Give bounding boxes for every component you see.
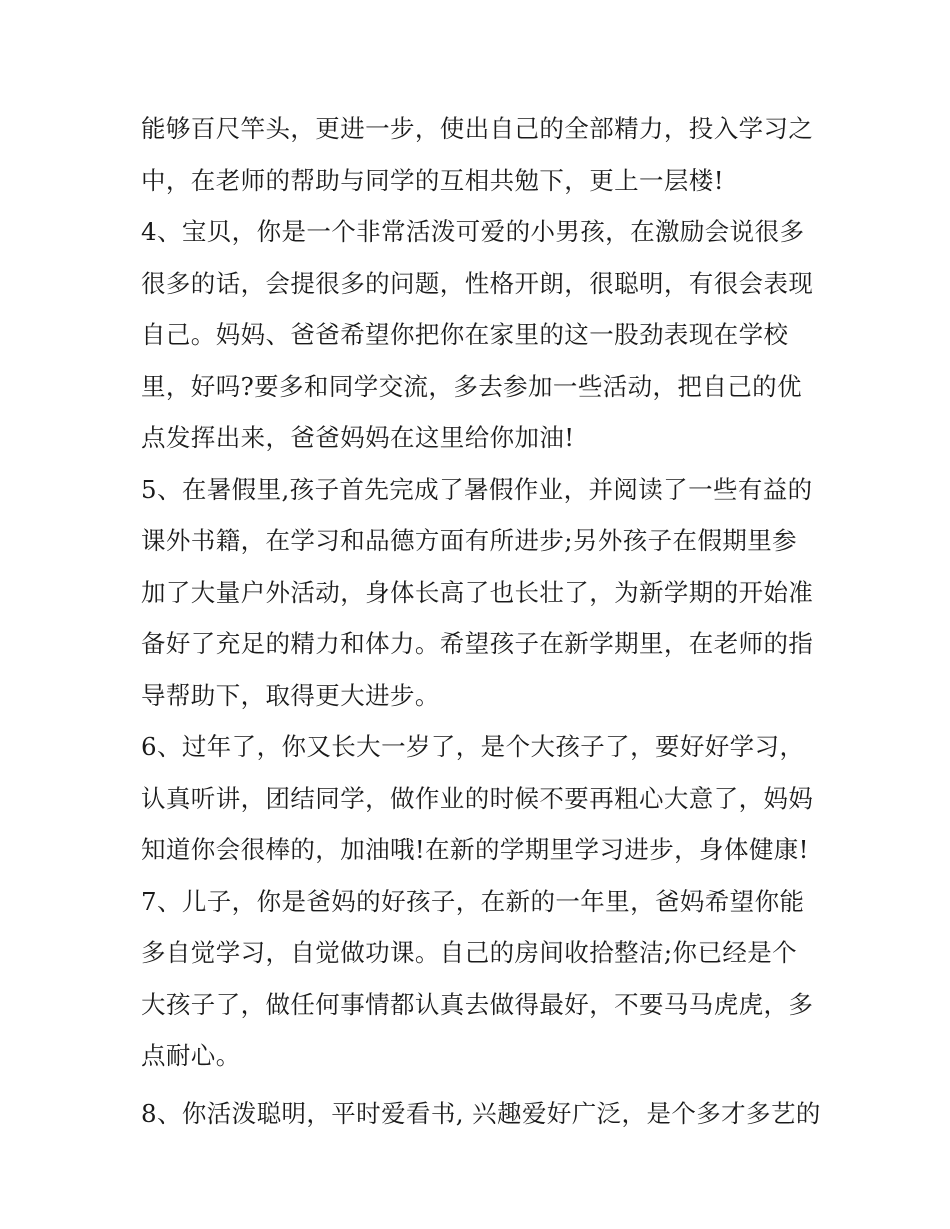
text-line: 多自觉学习，自觉做功课。自己的房间收拾整洁;你已经是个 bbox=[141, 938, 798, 967]
text-line: 中，在老师的帮助与同学的互相共勉下，更上一层楼! bbox=[141, 165, 724, 195]
text-line: 点耐心。 bbox=[141, 1041, 241, 1070]
text-line: 7、儿子，你是爸妈的好孩子，在新的一年里，爸妈希望你能 bbox=[141, 886, 805, 916]
text-line: 自己。妈妈、爸爸希望你把你在家里的这一股劲表现在学校 bbox=[141, 320, 789, 349]
text-line: 大孩子了，做任何事情都认真去做得最好，不要马马虎虎，多 bbox=[141, 989, 814, 1019]
text-line: 认真听讲，团结同学，做作业的时候不要再粗心大意了，妈妈 bbox=[141, 783, 814, 813]
text-line: 加了大量户外活动，身体长高了也长壮了，为新学期的开始准 bbox=[141, 577, 814, 607]
text-line: 6、过年了，你又长大一岁了，是个大孩子了，要好好学习， bbox=[141, 732, 805, 761]
text-line: 知道你会很棒的，加油哦!在新的学期里学习进步，身体健康! bbox=[141, 835, 809, 864]
text-line: 点发挥出来，爸爸妈妈在这里给你加油! bbox=[141, 423, 575, 452]
body-text bbox=[141, 103, 821, 1139]
text-line: 8、你活泼聪明，平时爱看书, 兴趣爱好广泛，是个多才多艺的 bbox=[141, 1098, 821, 1128]
text-line: 里，好吗?要多和同学交流，多去参加一些活动，把自己的优 bbox=[141, 371, 802, 401]
text-line: 备好了充足的精力和体力。希望孩子在新学期里，在老师的指 bbox=[141, 629, 814, 658]
text-line: 课外书籍，在学习和品德方面有所进步;另外孩子在假期里参 bbox=[141, 526, 798, 555]
text-line: 能够百尺竿头，更进一步，使出自己的全部精力，投入学习之 bbox=[141, 114, 814, 143]
text-line: 很多的话，会提很多的问题，性格开朗，很聪明，有很会表现 bbox=[141, 268, 814, 298]
text-line: 导帮助下，取得更大进步。 bbox=[141, 680, 440, 710]
text-line: 4、宝贝，你是一个非常活泼可爱的小男孩，在激励会说很多 bbox=[141, 217, 805, 246]
text-line: 5、在暑假里,孩子首先完成了暑假作业，并阅读了一些有益的 bbox=[141, 474, 813, 504]
